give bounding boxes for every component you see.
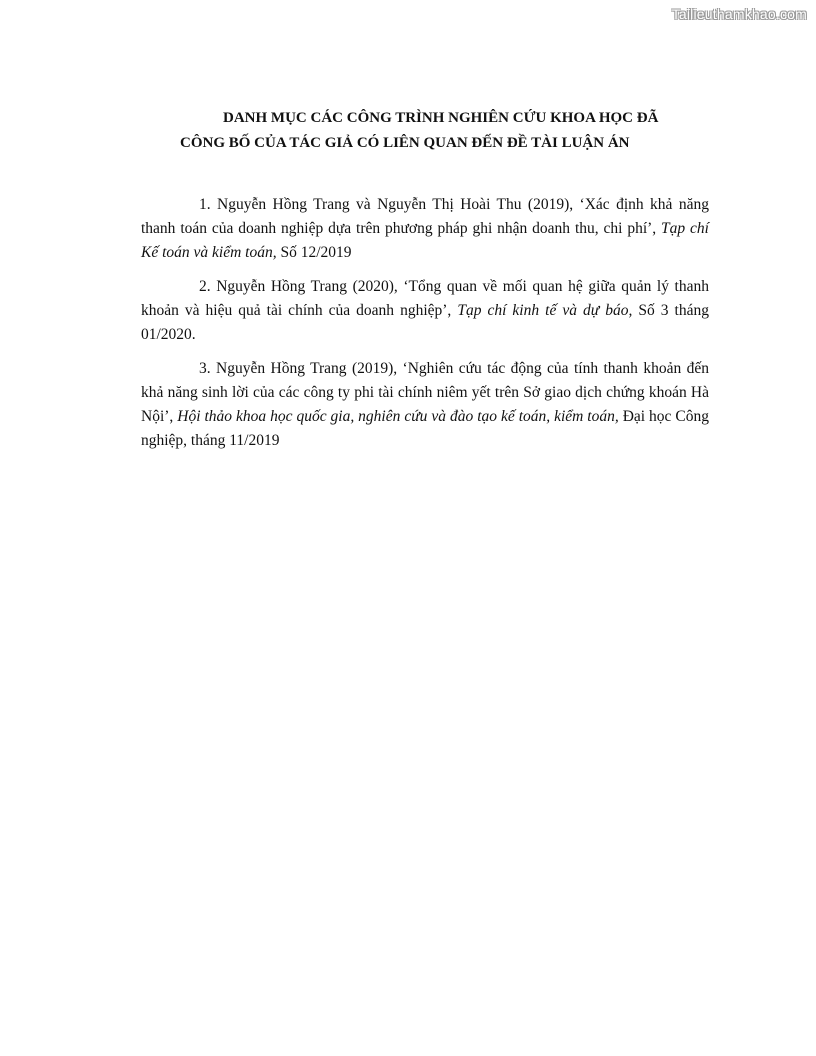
- watermark-text: Tailieuthamkhao.com: [671, 6, 807, 22]
- reference-journal: Tạp chí kinh tế và dự báo,: [457, 302, 633, 319]
- reference-journal: Tạp chí Kế toán và kiểm toán,: [141, 220, 709, 261]
- reference-tail: Số 12/2019: [276, 244, 352, 261]
- title-line-1: DANH MỤC CÁC CÔNG TRÌNH NGHIÊN CỨU KHOA HỌC ĐÃ: [223, 110, 659, 126]
- reference-list: [141, 193, 709, 463]
- title-line-2: CÔNG BỐ CỦA TÁC GIẢ CÓ LIÊN QUAN ĐẾN ĐỀ TÀI LUẬN ÁN: [180, 135, 630, 151]
- reference-text: 1. Nguyễn Hồng Trang và Nguyễn Thị Hoài Thu (2019), ‘Xác định khả năng thanh toán của doanh nghiệp dựa trên phương pháp ghi nhận doanh thu, chi phí’,: [141, 196, 709, 237]
- reference-tail: Đại học Công nghiệp, tháng 11/2019: [141, 408, 709, 449]
- reference-tail: Số 3 tháng 01/2020.: [141, 302, 709, 343]
- reference-text: 3. Nguyễn Hồng Trang (2019), ‘Nghiên cứu tác động của tính thanh khoản đến khả năng sinh lời của các công ty phi tài chính niêm yết trên Sở giao dịch chứng khoán Hà Nội’,: [141, 360, 709, 425]
- reference-item-1: [141, 193, 709, 265]
- reference-item-3: [141, 357, 709, 453]
- page-title: [0, 106, 816, 156]
- reference-item-2: [141, 275, 709, 347]
- reference-text: 2. Nguyễn Hồng Trang (2020), ‘Tổng quan về mối quan hệ giữa quản lý thanh khoản và hiệu quả tài chính của doanh nghiệp’,: [141, 278, 709, 319]
- reference-journal: Hội thảo khoa học quốc gia, nghiên cứu và đào tạo kế toán, kiểm toán,: [177, 408, 619, 425]
